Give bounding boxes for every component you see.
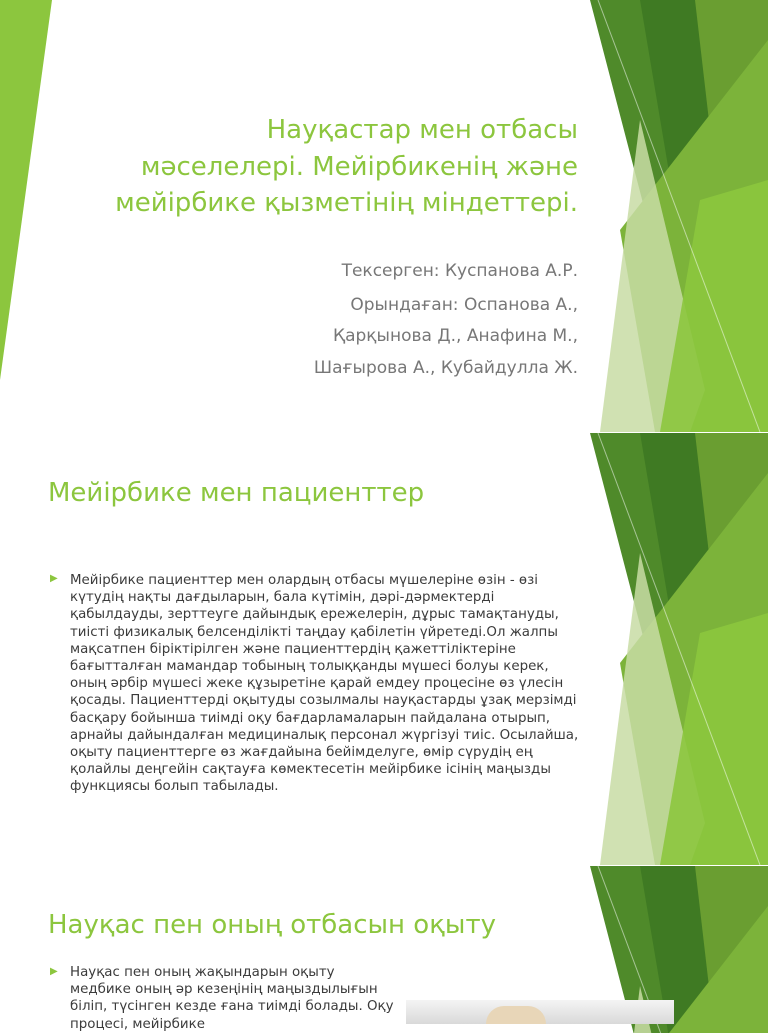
slide-nurse-and-patients <box>0 433 768 865</box>
subtitle-line-authors-1: Орындаған: Оспанова А., <box>350 295 578 315</box>
photo-placeholder <box>406 1000 674 1024</box>
slide-title <box>0 0 768 432</box>
triangle-bullet-icon: ▶ <box>50 966 58 977</box>
subtitle-line-authors-2: Қарқынова Д., Анафина М., <box>333 326 578 346</box>
slide-patient-family-education <box>0 866 768 1032</box>
slide-body-text: Науқас пен оның жақындарын оқыту медбике оның әр кезеңінің маңыздылығын біліп, түсінген кезде ғана тиімді болады. Оқу процесі, мейірбике <box>70 965 394 1032</box>
triangle-bullet-icon: ▶ <box>50 573 58 584</box>
subtitle-line-reviewer: Тексерген: Куспанова А.Р. <box>341 261 578 281</box>
slide-heading: Мейірбике мен пациенттер <box>48 478 425 508</box>
subtitle-line-authors-3: Шағырова А., Кубайдулла Ж. <box>313 358 578 378</box>
slide-body-text: Мейірбике пациенттер мен олардың отбасы мүшелеріне өзін - өзі күтудің нақты дағдыларын, бала күтімін, дәрі-дәрмектерді қабылдауды, зерттеуге дайындық ережелерін, дұрыс тамақтануды, тиісті физикалық белсенділікті таңдау қабілетін үйретеді.Ол жалпы мақсатпен біріктірілген және пациенттердің қажеттіліктеріне бағытталған мамандар тобының толыққанды мүшесі болуы керек, оның әрбір мүшесі жеке құзыретіне қарай емдеу процесіне өз үлесін қосады. Пациенттерді оқытуды созылмалы науқастарды ұзақ мерзімді басқару бойынша тиімді оқу бағдарламаларын пайдалана отырып, арнайы дайындалған медициналық персонал жүргізуі тиіс. Осылайша, оқыту пациенттерге өз жағдайына бейімделуге, өмір сүрудің ең қолайлы деңгейін сақтауға көмектесетін мейірбике ісінің маңызды функциясы болып табылады. <box>70 573 579 795</box>
slide-title-text: Науқастар мен отбасы мәселелері. Мейірбикенің және мейірбике қызметінің міндеттері. <box>115 115 578 218</box>
slide-heading: Науқас пен оның отбасын оқыту <box>48 910 496 940</box>
